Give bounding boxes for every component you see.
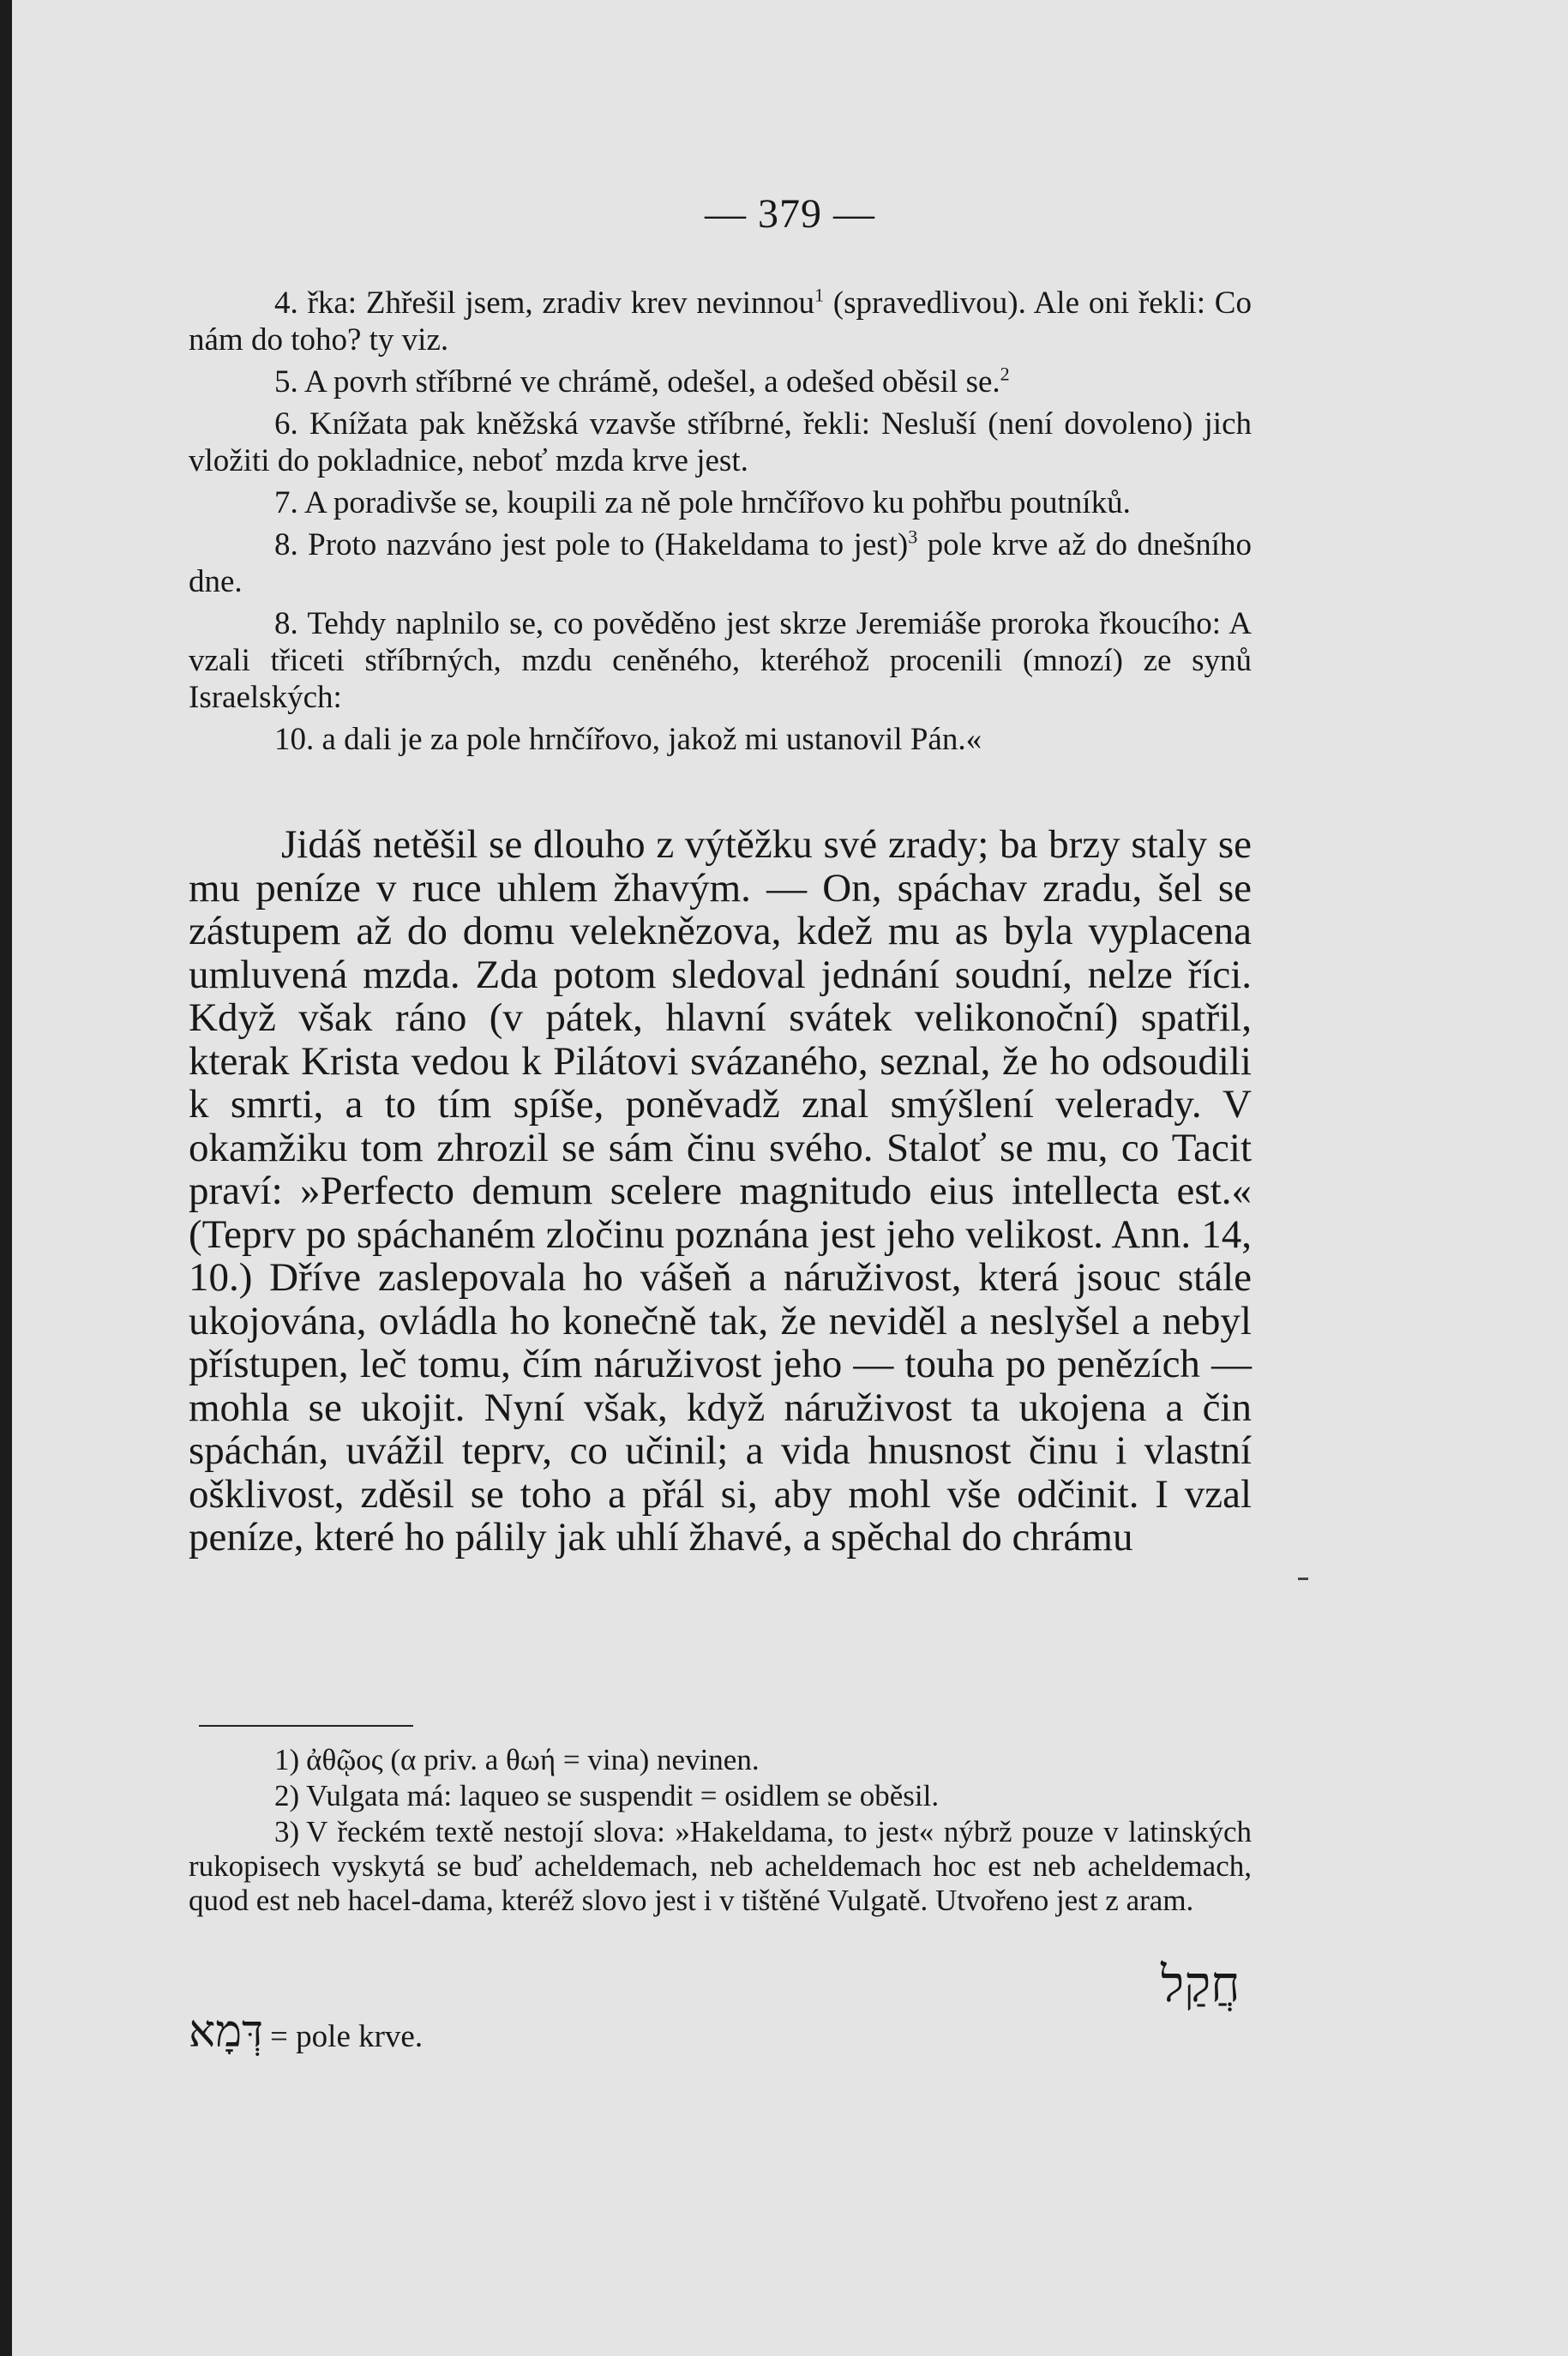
verse-9: 8. Tehdy naplnilo se, co pověděno jest skrze Jeremiáše proroka řkoucího: A vzali třiceti stříbrných, mzdu ceněného, kteréhož procenili (mnozí) ze synů Israelských: bbox=[189, 606, 1252, 715]
margin-mark bbox=[1298, 1578, 1308, 1580]
verse-6: 6. Knížata pak kněžská vzavše stříbrné, řekli: Nesluší (není dovoleno) jich vložiti do pokladnice, neboť mzda krve jest. bbox=[189, 406, 1252, 478]
footnote-1: 1) ἀθῷος (α priv. a θωή = vina) nevinen. bbox=[274, 1743, 760, 1776]
footnote-rule bbox=[199, 1725, 413, 1727]
hebrew-gloss-line bbox=[189, 2006, 423, 2058]
scan-left-edge bbox=[0, 0, 12, 2356]
footnotes bbox=[189, 1743, 1252, 1920]
verse-7: 7. A poradivše se, koupili za ně pole hrnčířovo ku pohřbu poutníků. bbox=[274, 485, 1131, 520]
page-content bbox=[12, 0, 1568, 2356]
hebrew-word-hakal: חֲקַל bbox=[1161, 1955, 1241, 2013]
gloss-text: = pole krve. bbox=[270, 2019, 424, 2054]
verse-5: 5. A povrh stříbrné ve chrámě, odešel, a odešed oběsil se.$^2$ bbox=[274, 363, 1010, 400]
main-paragraph: Jidáš netěšil se dlouho z výtěžku své zrady; ba brzy staly se mu peníze v ruce uhlem žhavým. — On, spáchav zradu, šel se zástupem až do domu veleknězova, kdež mu as byla vyplacena umluvená mzda. Zda potom sledoval jednání soudní, nelze říci. Když však ráno (v pátek, hlavní svátek velikonoční) spatřil, kterak Krista vedou k Pilátovi svázaného, seznal, že ho odsoudili k smrti, a to tím spíše, poněvadž znal smýšlení velerady. V okamžiku tom zhrozil se sám činu svého. Staloť se mu, co Tacit praví: »Perfecto demum scelere magnitudo eius intellecta est.« (Teprv po spáchaném zločinu poznána jest jeho velikost. Ann. 14, 10.) Dříve zaslepovala ho vášeň a náruživost, která jsouc stále ukojována, ovládla ho konečně tak, že neviděl a neslyšel a nebyl přístupen, leč tomu, čím náruživost jeho — touha po penězích — mohla se ukojit. Nyní však, když náruživost ta ukojena a čin spáchán, uvážil teprv, co učinil; a vida hnusnost činu i vlastní ošklivost, zděsil se toho a přál si, aby mohl vše odčinit. I vzal peníze, které ho pálily jak uhlí žhavé, a spěchal do chrámu bbox=[189, 822, 1252, 1560]
footnote-2: 2) Vulgata má: laqueo se suspendit = osidlem se oběsil. bbox=[274, 1779, 940, 1812]
verse-4: 4. řka: Zhřešil jsem, zradiv krev nevinnou$^1$ (spravedlivou). Ale oni řekli: Co nám do toho? ty viz. bbox=[189, 284, 1252, 358]
page-number: — 379 — bbox=[705, 191, 875, 237]
verse-8: 8. Proto nazváno jest pole to (Hakeldama to jest)$^3$ pole krve až do dnešního dne. bbox=[189, 526, 1252, 599]
footnote-3: 3) V řeckém textě nestojí slova: »Hakeldama, to jest« nýbrž pouze v latinských rukopisech vyskytá se buď acheldemach, neb acheldemach hoc est neb acheldemach, quod est neb hacel-dama, kteréž slovo jest i v tištěné Vulgatě. Utvořeno jest z aram. bbox=[189, 1815, 1252, 1917]
hebrew-word-dema: דְּמָא bbox=[189, 2006, 264, 2058]
verse-block bbox=[189, 285, 1252, 763]
book-page bbox=[12, 0, 1568, 2356]
verse-10: 10. a dali je za pole hrnčířovo, jakož mi ustanovil Pán.« bbox=[274, 722, 982, 757]
